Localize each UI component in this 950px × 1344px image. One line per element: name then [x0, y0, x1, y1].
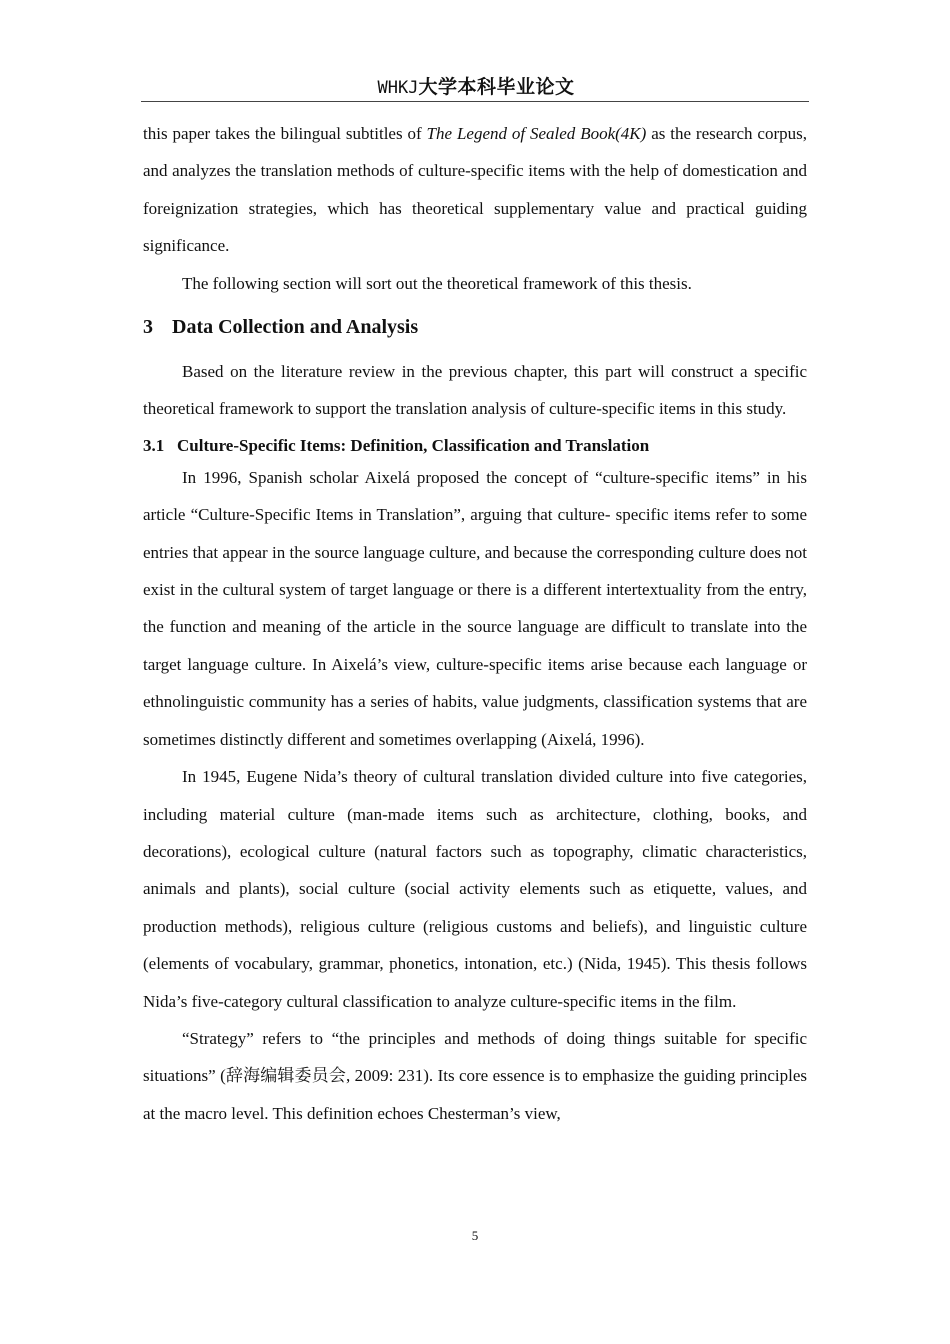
subsection-title: Culture-Specific Items: Definition, Classification and Translation — [177, 435, 650, 455]
paragraph-section-intro: Based on the literature review in the previous chapter, this part will construct a specific theoretical framework to support the translation analysis of culture-specific items in this study. — [143, 362, 807, 419]
paragraph-corpus: this paper takes the bilingual subtitles of The Legend of Sealed Book(4K) as the research corpus, and analyzes the translation methods of culture-specific items with the help of domestication and foreignization strategies, which has theoretical supplementary value and practical guiding significance. — [143, 124, 807, 256]
paragraph-nida: In 1945, Eugene Nida’s theory of cultural translation divided culture into five categories, including material culture (man-made items such as architecture, clothing, books, and decorations), ecological culture (natural factors such as topography, climatic characteristics, animals and plants), social culture (social activity elements such as etiquette, values, and production methods), religious culture (religious customs and beliefs), and linguistic culture (elements of vocabulary, grammar, phonetics, intonation, etc.) (Nida, 1945). This thesis follows Nida’s five-category cultural classification to analyze culture-specific items in the film. — [143, 767, 807, 1011]
section-number: 3 — [143, 316, 153, 339]
body-text — [143, 115, 807, 1132]
header-divider — [141, 101, 809, 102]
subsection-number: 3.1 — [143, 435, 165, 455]
running-header — [143, 72, 809, 102]
paragraph-aixela: In 1996, Spanish scholar Aixelá proposed the concept of “culture-specific items” in his article “Culture-Specific Items in Translation”, arguing that culture- specific items refer to some entries that appear in the source language culture, and because the corresponding culture does not exist in the cultural system of target language or there is a different intertextuality from the entry, the function and meaning of the article in the source language are difficult to translate into the target language culture. In Aixelá’s view, culture-specific items arise because each language or ethnolinguistic community has a series of habits, value judgments, classification systems that are sometimes distinctly different and sometimes overlapping (Aixelá, 1996). — [143, 467, 807, 749]
header-title: 大学本科毕业论文 — [418, 76, 575, 98]
subsection-heading-3-1 — [143, 433, 807, 459]
paragraph-transition: The following section will sort out the theoretical framework of this thesis. — [182, 273, 692, 293]
section-heading-3 — [143, 302, 807, 353]
page-number: 5 — [471, 1228, 479, 1243]
film-title: The Legend of Sealed Book(4K) — [426, 124, 647, 143]
header-school-code: WHKJ — [377, 78, 419, 98]
section-title: Data Collection and Analysis — [172, 316, 419, 339]
paragraph-strategy: “Strategy” refers to “the principles and methods of doing things suitable for specific situations” (辞海编辑委员会, 2009: 231). Its core essence is to emphasize the guiding principles at the macro level. This definition echoes Chesterman’s view, — [143, 1028, 807, 1123]
